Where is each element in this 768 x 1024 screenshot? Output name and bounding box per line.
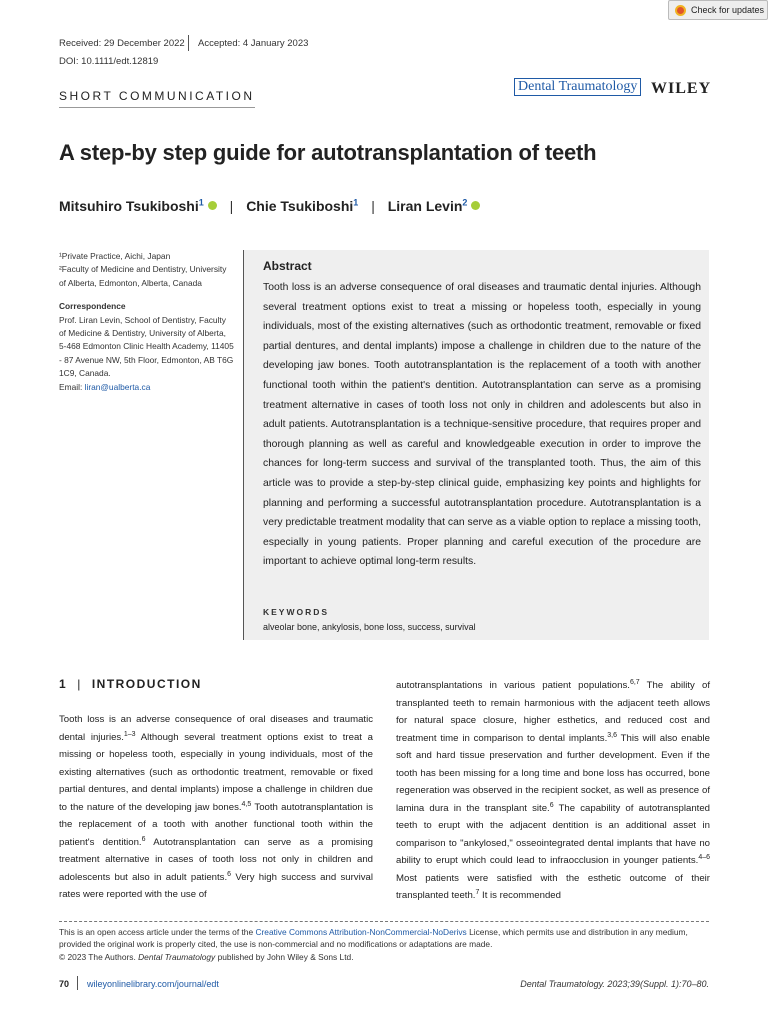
orcid-icon[interactable] (208, 201, 217, 210)
license-notice (59, 926, 709, 963)
affiliations-panel (59, 250, 234, 394)
accepted-date: Accepted: 4 January 2023 (198, 38, 309, 49)
author-list (59, 198, 480, 214)
author-separator: | (371, 198, 375, 214)
body-text: It is recommended (479, 890, 561, 901)
citation-ref[interactable]: 6 (549, 801, 554, 809)
publisher-logo[interactable]: WILEY (651, 80, 712, 97)
abstract-heading: Abstract (263, 259, 312, 273)
copyright-text: © 2023 The Authors. (59, 951, 139, 962)
citation-line: Dental Traumatology. 2023;39(Suppl. 1):70–80. (520, 979, 709, 989)
body-text: Although several treatment options exist to treat a missing or hopeless tooth, especially in young individuals, most of the existing alternatives (such as orthodontic treatment, removable or fixed partial dentures, and dental implants) impose a challenge in children due to the nature of the developing jaw bones. (59, 731, 373, 813)
article-title: A step-by step guide for autotransplantation of teeth (59, 140, 597, 165)
body-text: Very high success and survival rates were reported with the use of (59, 871, 373, 900)
body-text: Tooth autotransplantation is the replacement of a tooth with another functional tooth within the patient's dentition. (59, 801, 373, 848)
body-text: Autotransplantation can serve as a promising treatment alternative in cases of tooth loss not only in children and adolescents but also in adult patients. (59, 836, 373, 883)
journal-logo[interactable]: Dental Traumatology (514, 78, 641, 96)
citation-ref[interactable]: 6 (227, 870, 232, 878)
license-text: This is an open access article under the terms of the (59, 927, 256, 937)
correspondence-address: Prof. Liran Levin, School of Dentistry, Faculty of Medicine & Dentistry, University of Alberta, 5-468 Edmonton Clinic Health Academy, 11405 - 87 Avenue NW, 5th Floor, Edmonton, AB T6G 1C9, Canada. (59, 314, 234, 379)
body-text: Most patients were satisfied with the esthetic outcome of their transplanted teeth. (396, 872, 710, 901)
body-column-right (396, 677, 710, 905)
keywords: alveolar bone, ankylosis, bone loss, success, survival (263, 622, 476, 632)
citation-ref[interactable]: 4–6 (698, 853, 710, 861)
copyright-text: published by John Wiley & Sons Ltd. (215, 951, 354, 962)
citation-ref[interactable]: 6,7 (629, 678, 640, 686)
author-affiliation-ref: 1 (353, 197, 359, 208)
citation-ref[interactable]: 6 (141, 835, 146, 843)
body-text: autotransplantations in various patient populations. (396, 680, 630, 691)
author-affiliation-ref: 1 (198, 197, 204, 208)
correspondence-email-line (59, 381, 234, 394)
email-link[interactable]: liran@ualberta.ca (84, 381, 151, 392)
keywords-heading: KEYWORDS (263, 607, 330, 617)
license-text: License, which permits use and distribution in any medium, provided the original work is properly cited, the use is non-commercial and no modifications or adaptations are made. (59, 927, 688, 950)
received-date: Received: 29 December 2022 (59, 38, 185, 49)
author-affiliation-ref: 2 (462, 197, 468, 208)
crossmark-icon (675, 5, 686, 16)
body-text: The ability of transplanted teeth to remain harmonious with the adjacent teeth allows for natural space closure, higher esthetics, and reduced cost and treatment time in comparison to dental implants. (396, 680, 710, 744)
license-link[interactable]: Creative Commons Attribution-NonCommercial-NoDerivs (255, 927, 467, 937)
author-name[interactable]: Chie Tsukiboshi (246, 198, 354, 214)
doi: DOI: 10.1111/edt.12819 (59, 56, 159, 67)
section-separator: | (77, 677, 82, 691)
body-column-left (59, 711, 373, 904)
citation-ref[interactable]: 4,5 (241, 800, 252, 808)
orcid-icon[interactable] (471, 201, 480, 210)
section-heading-introduction (59, 677, 202, 691)
section-number: 1 (59, 677, 68, 691)
citation-ref[interactable]: 7 (475, 888, 480, 896)
meta-divider (188, 35, 189, 51)
author-separator: | (229, 198, 234, 214)
citation-ref[interactable]: 3,6 (607, 731, 617, 739)
abstract-text: Tooth loss is an adverse consequence of oral diseases and traumatic dental injuries. Although several treatment options exist to treat a missing or hopeless tooth, especially in young individuals, most of the existing alternatives (such as orthodontic treatment, removable or fixed partial dentures, and dental implants) impose a challenge in children due to the nature of the developing jaw bones. Tooth autotransplantation is the replacement of a tooth with another functional tooth within the patient's dentition. Autotransplantation can serve as a promising treatment alternative in cases of tooth loss not only in children and adolescents but also in adult patients. Autotransplantation is a technique-sensitive procedure, that requires proper and thorough planning as well as careful and knowledgeable execution in order to improve the chances for long-term success and survival of the transplanted tooth. Thus, the aim of this article was to provide a step-by-step clinical guide, emphasizing key points and highlights for planning and performing a successful autotransplantation procedure. Autotransplantation is a very predictable treatment modality that can serve as a viable option to replace a missing tooth, especially in young patients. Proper planning and careful execution of the procedure are important to achieve optimal long-term results. (263, 282, 701, 568)
correspondence-heading: Correspondence (59, 301, 126, 312)
check-for-updates-button[interactable] (668, 0, 768, 20)
body-text: This will also enable soft and hard tissue preservation and further development. Even if the tooth has been missing for a long time and bone loss has occurred, bone regeneration was observed in the recipient socket, as well as presence of lamina dura in the transplant site. (396, 732, 710, 814)
body-text: The capability of autotransplanted teeth to erupt with the adjacent dentition is an additional asset in comparison to "ankylosed," osseointegrated dental implants that have no ability to erupt which could lead to infraocclusion in younger patients. (396, 802, 710, 866)
affiliation: ²Faculty of Medicine and Dentistry, University of Alberta, Edmonton, Alberta, Canada (59, 264, 227, 288)
body-text: Tooth loss is an adverse consequence of oral diseases and traumatic dental injuries. (59, 714, 373, 743)
footer-divider (59, 921, 709, 922)
section-title: INTRODUCTION (91, 677, 202, 691)
journal-url-link[interactable]: wileyonlinelibrary.com/journal/edt (87, 979, 219, 989)
affiliation: ¹Private Practice, Aichi, Japan (59, 251, 171, 261)
author-name[interactable]: Mitsuhiro Tsukiboshi (59, 198, 199, 214)
page-number: 70 (59, 979, 70, 989)
citation-ref[interactable]: 1–3 (123, 730, 136, 738)
footer-separator (77, 976, 78, 990)
email-label: Email: (59, 381, 85, 392)
copyright-journal: Dental Traumatology (138, 951, 216, 962)
author-name[interactable]: Liran Levin (387, 198, 463, 214)
abstract-box (243, 250, 709, 640)
section-type: SHORT COMMUNICATION (59, 89, 255, 108)
check-for-updates-label: Check for updates (691, 5, 765, 15)
